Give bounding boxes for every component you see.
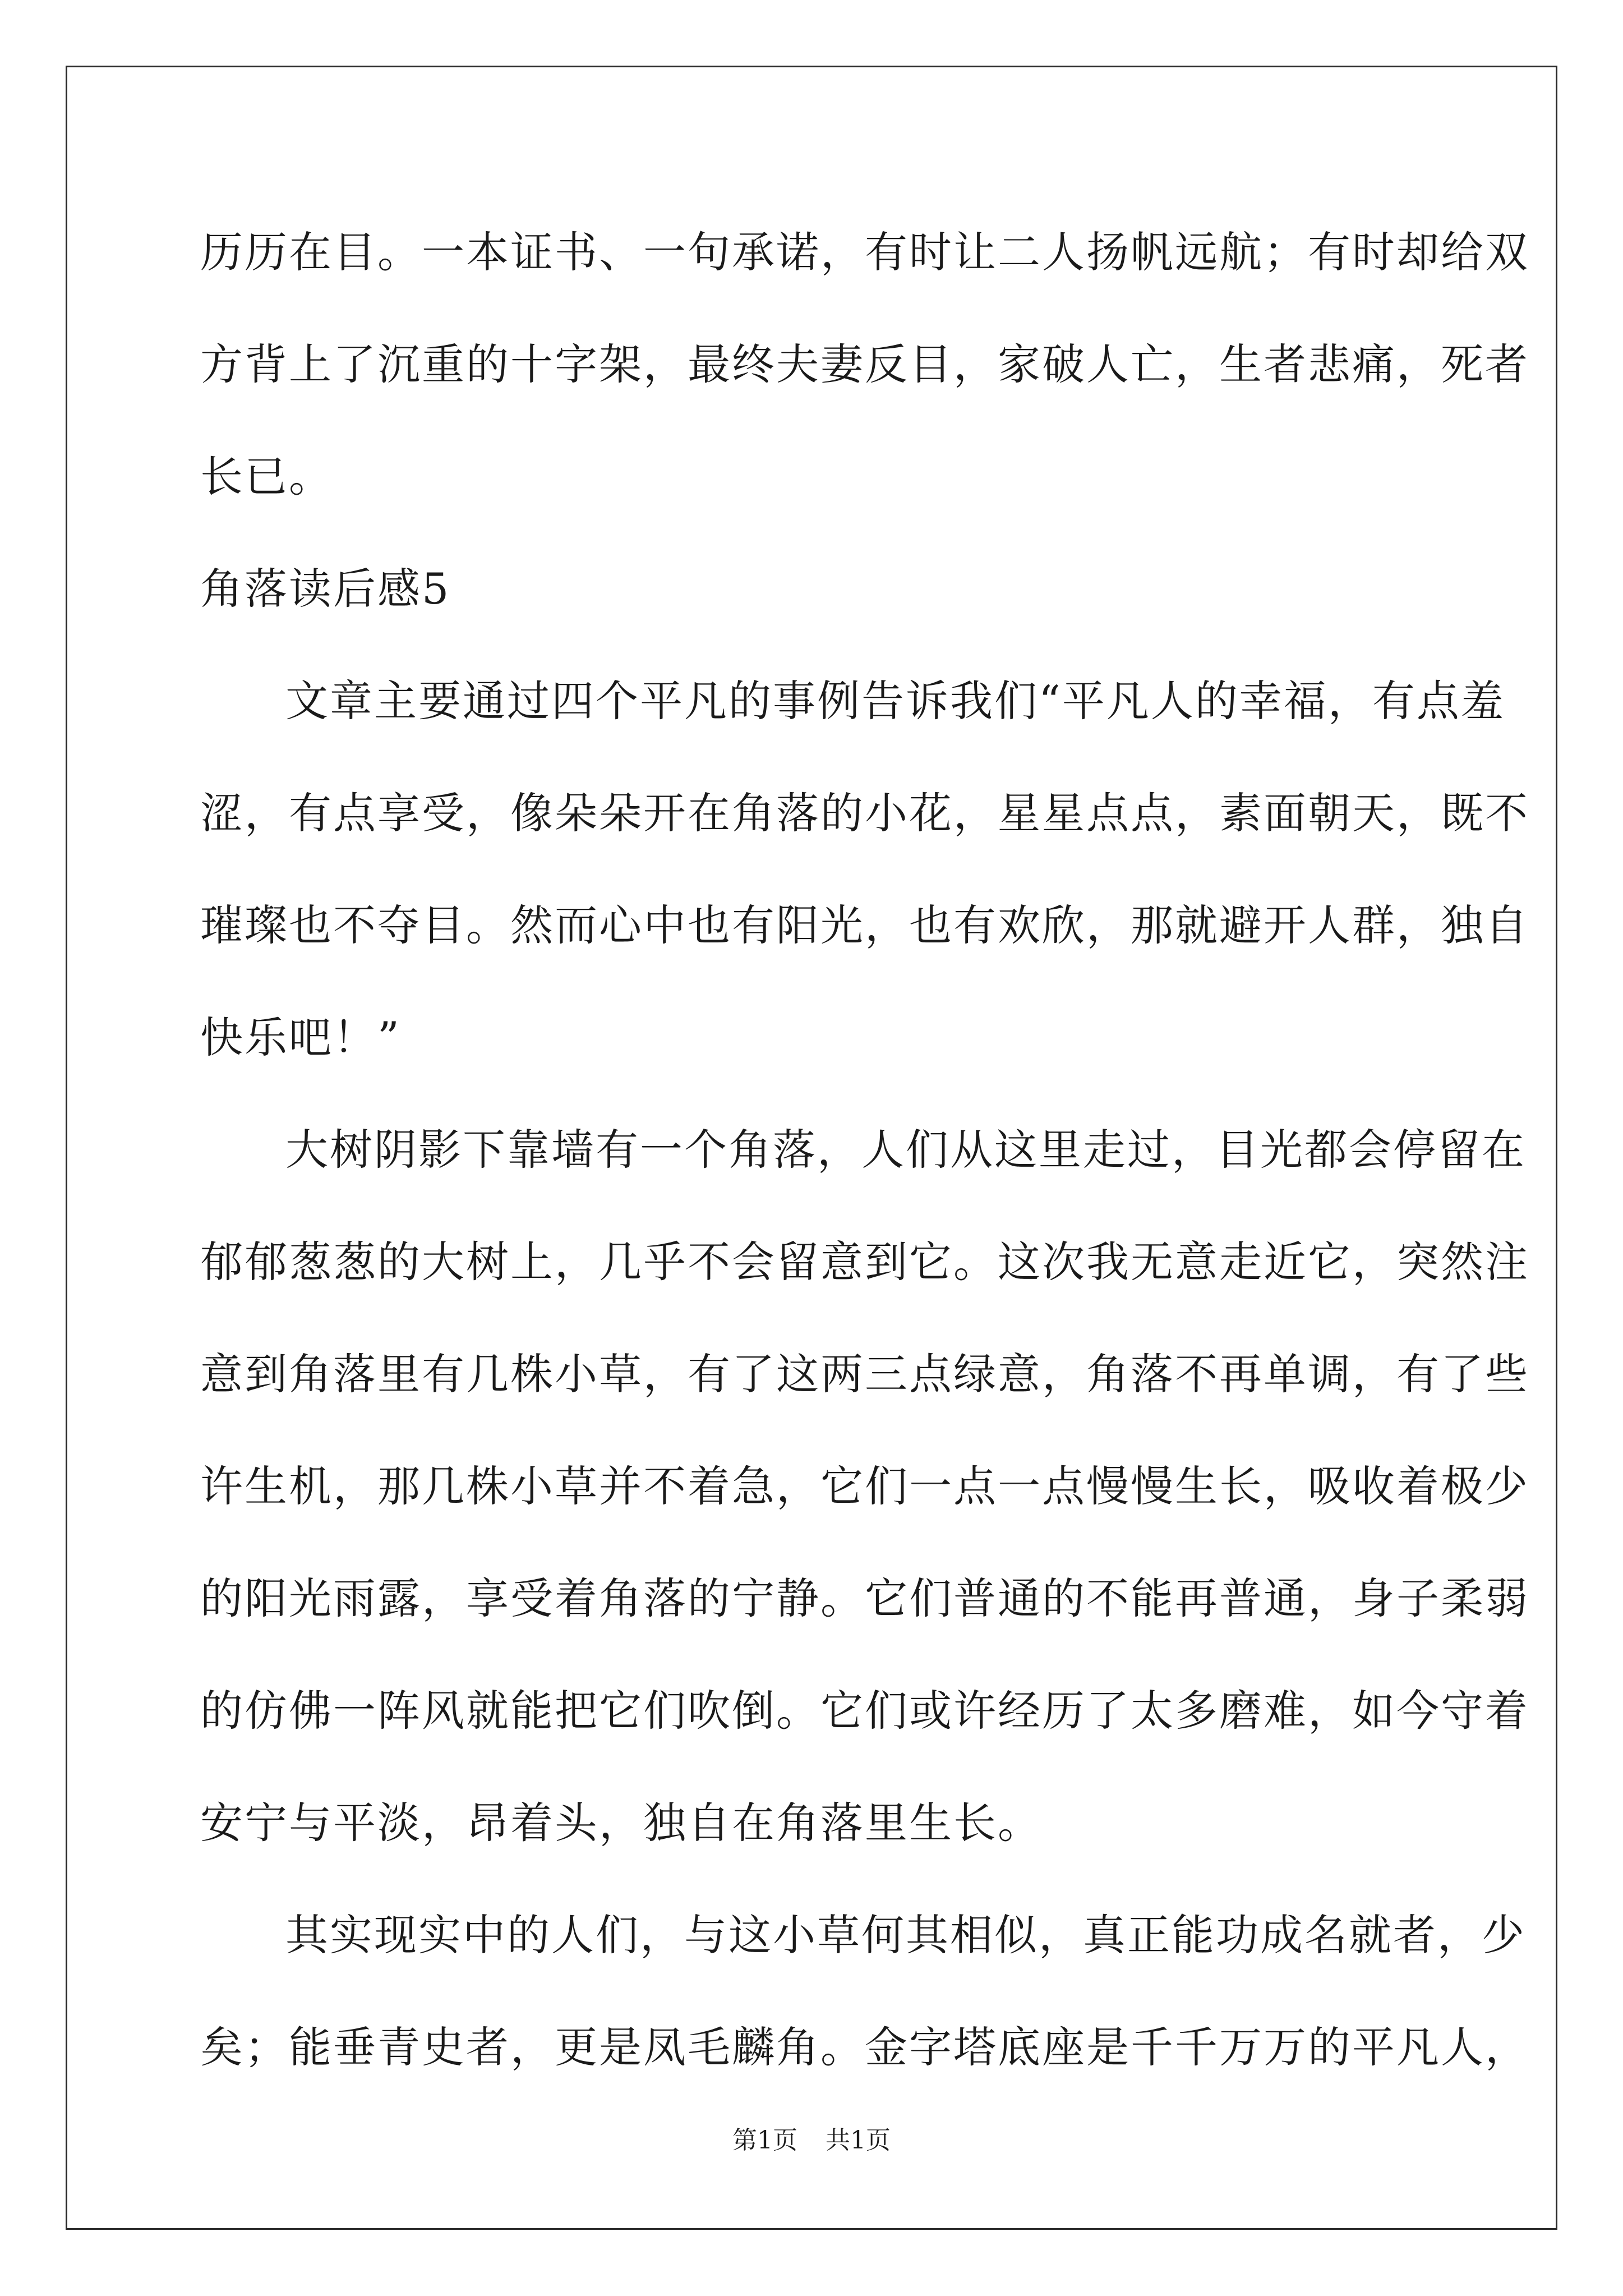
text-line: 快乐吧！” [200,1013,401,1062]
text-line: 璀璨也不夺目。然而心中也有阳光，也有欢欣，那就避开人群，独自 [200,900,1529,950]
text-line: 意到角落里有几株小草，有了这两三点绿意，角落不再单调，有了些 [200,1349,1529,1399]
text-line: 大树阴影下靠墙有一个角落，人们从这里走过，目光都会停留在 [285,1125,1526,1175]
page-number: 第1页 [732,2126,797,2155]
text-line: 许生机，那几株小草并不着急，它们一点一点慢慢生长，吸收着极少 [200,1461,1529,1511]
text-line: 矣；能垂青史者，更是凤毛麟角。金字塔底座是千千万万的平凡人， [200,2022,1529,2072]
text-line: 文章主要通过四个平凡的事例告诉我们“平凡人的幸福，有点羞 [285,676,1505,726]
document-body [200,213,1529,2120]
text-line: 涩，有点享受，像朵朵开在角落的小花，星星点点，素面朝天，既不 [200,788,1529,838]
text-line: 方背上了沉重的十字架，最终夫妻反目，家破人亡，生者悲痛，死者 [200,339,1529,389]
text-line: 郁郁葱葱的大树上，几乎不会留意到它。这次我无意走近它，突然注 [200,1237,1529,1287]
text-line: 安宁与平淡，昂着头，独自在角落里生长。 [200,1798,1042,1848]
text-line: 的阳光雨露，享受着角落的宁静。它们普通的不能再普通，身子柔弱 [200,1573,1529,1623]
section-heading: 角落读后感5 [200,564,451,614]
text-line: 的仿佛一阵风就能把它们吹倒。它们或许经历了太多磨难，如今守着 [200,1686,1529,1736]
page-footer [0,2124,1623,2157]
page-total: 共1页 [826,2126,891,2155]
text-line: 其实现实中的人们，与这小草何其相似，真正能功成名就者，少 [285,1910,1526,1960]
text-line: 长已。 [200,452,333,501]
text-line: 历历在目。一本证书、一句承诺，有时让二人扬帆远航；有时却给双 [200,227,1529,277]
